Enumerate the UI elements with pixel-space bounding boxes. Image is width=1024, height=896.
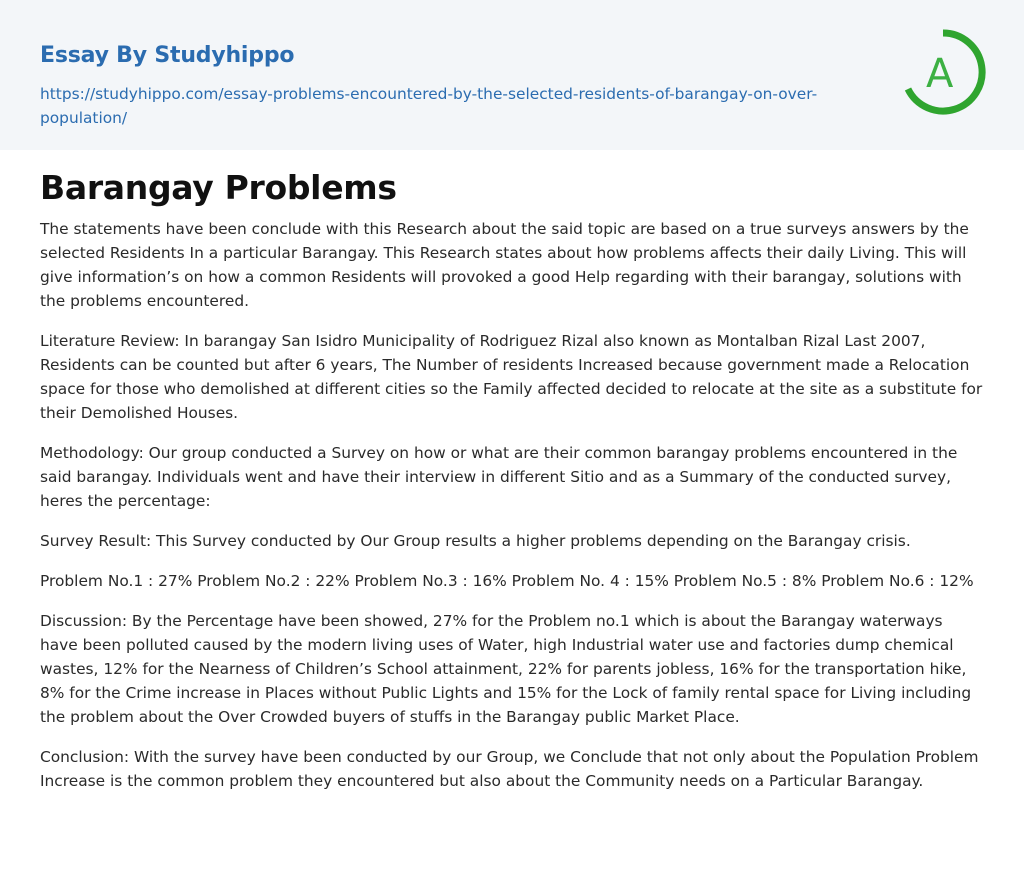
article-url-link[interactable]: https://studyhippo.com/essay-problems-encountered-by-the-selected-residents-of-barangay-on-over-population/ xyxy=(40,85,818,127)
paragraph-problem-percentages: Problem No.1 : 27% Problem No.2 : 22% Problem No.3 : 16% Problem No. 4 : 15% Problem No.5 : 8% Problem No.6 : 12% xyxy=(40,572,974,590)
logo-letter: A xyxy=(926,51,954,97)
paragraph-discussion: Discussion: By the Percentage have been showed, 27% for the Problem no.1 which is about the Barangay waterways have been polluted caused by the modern living uses of Water, high Industrial water use and factories dump chemical wastes, 12% for the Nearness of Children’s School attainment, 22% for parents jobless, 16% for the transportation hike, 8% for the Crime increase in Places without Public Lights and 15% for the Lock of family rental space for Living including the problem about the Over Crowded buyers of stuffs in the Barangay public Market Place. xyxy=(40,612,972,726)
paragraph-literature-review: Literature Review: In barangay San Isidro Municipality of Rodriguez Rizal also known as Montalban Rizal Last 2007, Residents can be counted but after 6 years, The Number of residents Increased because government made a Relocation space for those who demolished at different cities so the Family affected decided to relocate at the site as a substitute for their Demolished Houses. xyxy=(40,332,983,422)
paragraph-intro: The statements have been conclude with this Research about the said topic are based on a true surveys answers by the selected Residents In a particular Barangay. This Research states about how problems affects their daily Living. This will give information’s on how a common Residents will provoked a good Help regarding with their barangay, solutions with the problems encountered. xyxy=(40,220,969,310)
site-title[interactable]: Essay By Studyhippo xyxy=(40,43,295,68)
article xyxy=(0,150,1024,793)
site-header xyxy=(0,0,1024,150)
paragraph-survey-result: Survey Result: This Survey conducted by Our Group results a higher problems depending on the Barangay crisis. xyxy=(40,532,911,550)
studyhippo-logo-icon[interactable] xyxy=(900,29,986,115)
page-title: Barangay Problems xyxy=(40,168,397,207)
paragraph-methodology: Methodology: Our group conducted a Survey on how or what are their common barangay problems encountered in the said barangay. Individuals went and have their interview in different Sitio and as a Summary of the conducted survey, heres the percentage: xyxy=(40,444,958,510)
paragraph-conclusion: Conclusion: With the survey have been conducted by our Group, we Conclude that not only about the Population Problem Increase is the common problem they encountered but also about the Community needs on a Particular Barangay. xyxy=(40,748,979,790)
